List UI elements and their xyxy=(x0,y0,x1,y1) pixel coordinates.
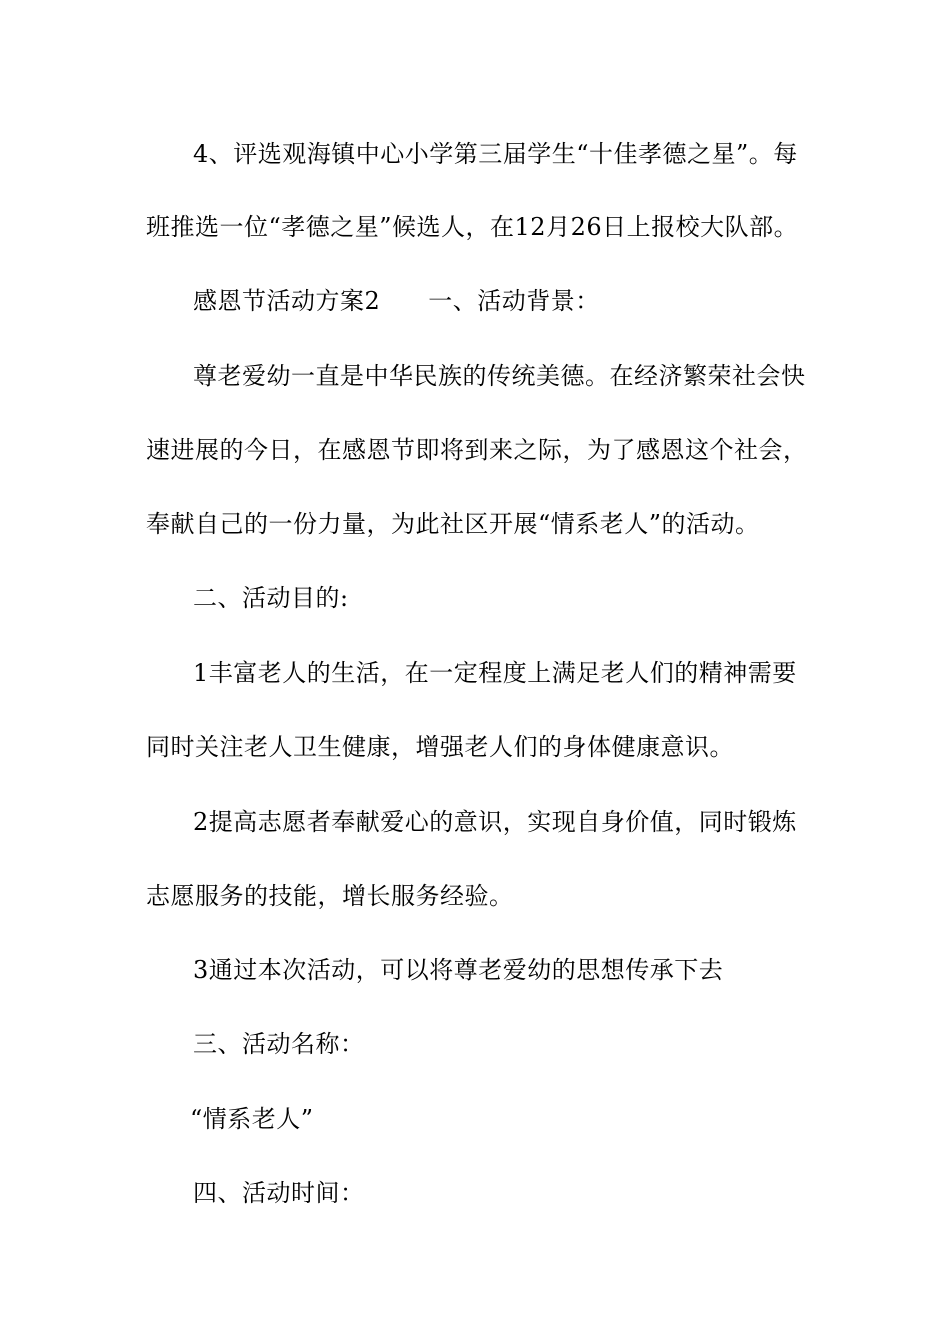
paragraph-line: 班推选一位“孝德之星”候选人，在12月26日上报校大队部。 xyxy=(146,213,799,241)
section-heading: 四、活动时间： xyxy=(193,1179,365,1207)
heading-title: 感恩节活动方案2 xyxy=(193,287,381,315)
paragraph-line: 同时关注老人卫生健康，增强老人们的身体健康意识。 xyxy=(146,733,734,761)
paragraph-line: 2提高志愿者奉献爱心的意识，实现自身价值，同时锻炼 xyxy=(193,808,797,836)
activity-name: “情系老人” xyxy=(190,1105,314,1133)
heading-section: 一、活动背景： xyxy=(428,287,600,315)
section-heading: 三、活动名称： xyxy=(193,1030,365,1058)
document-heading xyxy=(193,285,863,317)
paragraph-line: 奉献自己的一份力量，为此社区开展“情系老人”的活动。 xyxy=(146,510,760,538)
paragraph-line: 尊老爱幼一直是中华民族的传统美德。在经济繁荣社会快 xyxy=(193,362,806,390)
paragraph-line: 4、评选观海镇中心小学第三届学生“十佳孝德之星”。每 xyxy=(193,140,798,168)
paragraph-line: 速进展的今日，在感恩节即将到来之际，为了感恩这个社会， xyxy=(146,436,808,464)
paragraph-line: 3通过本次活动，可以将尊老爱幼的思想传承下去 xyxy=(193,956,724,984)
paragraph-line: 1丰富老人的生活，在一定程度上满足老人们的精神需要 xyxy=(193,659,797,687)
paragraph-line: 志愿服务的技能，增长服务经验。 xyxy=(146,882,514,910)
section-heading: 二、活动目的: xyxy=(193,584,349,612)
